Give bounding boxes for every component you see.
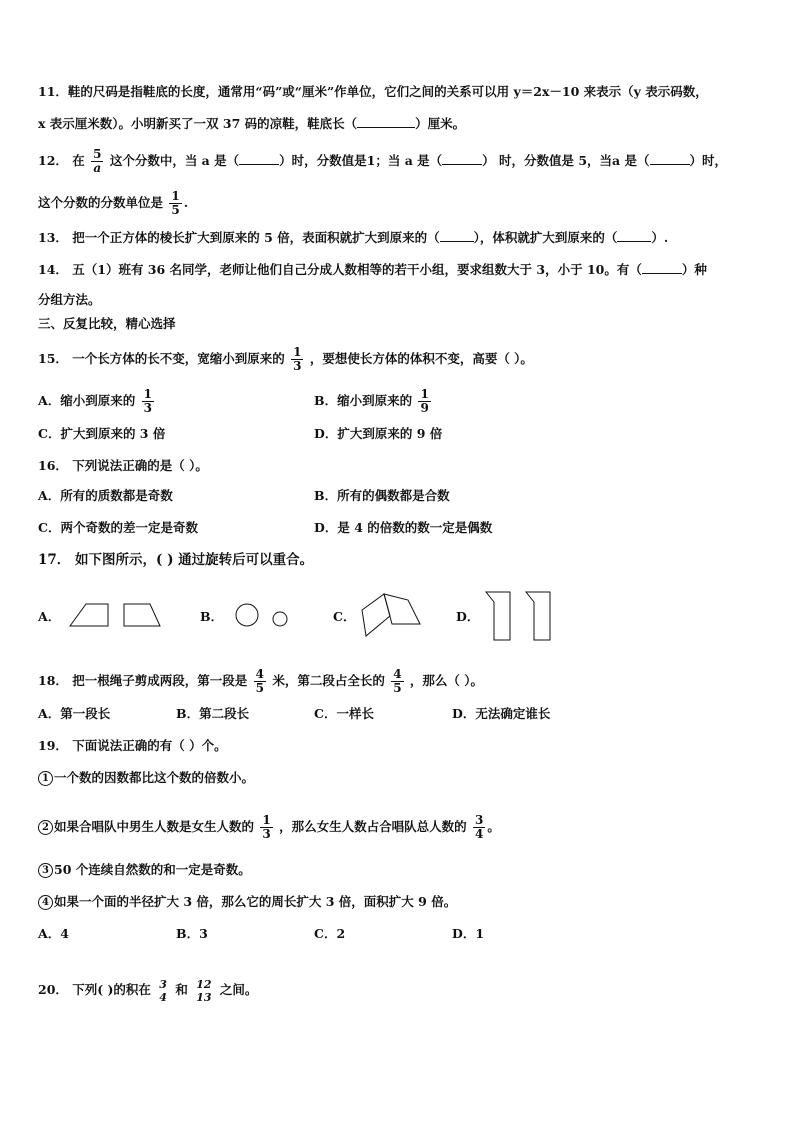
q19-option-d[interactable]: D．1 xyxy=(452,926,485,941)
q17-option-b[interactable]: B． xyxy=(200,609,224,624)
q12-line2: 这个分数的分数单位是 $\frac{1}{5}$ . xyxy=(38,189,189,217)
circled-number-3: 3 xyxy=(38,863,53,878)
q15-option-c[interactable]: C．扩大到原来的 3 倍 xyxy=(38,426,166,441)
q17-a-trapezoids xyxy=(66,600,166,630)
q15-option-d[interactable]: D．扩大到原来的 9 倍 xyxy=(314,426,443,441)
q18-option-a[interactable]: A．第一段长 xyxy=(38,706,111,721)
q16-option-a[interactable]: A．所有的质数都是奇数 xyxy=(38,488,173,503)
q16-option-c[interactable]: C．两个奇数的差一定是奇数 xyxy=(38,520,198,535)
q17-option-c[interactable]: C． xyxy=(333,609,356,624)
q17-option-d[interactable]: D． xyxy=(456,609,480,624)
q17-option-a[interactable]: A． xyxy=(38,609,61,624)
q18-stem: 18． 把一根绳子剪成两段，第一段是 $\frac{4}{5}$ 米，第二段占全长的 $\frac{4}{5}$ ，那么（ ）。 xyxy=(38,667,484,695)
q19-statement-1: 1 一个数的因数都比这个数的倍数小。 xyxy=(38,768,254,788)
q15-fraction: $\frac{1}{3}$ xyxy=(293,345,302,373)
q18-option-d[interactable]: D．无法确定谁长 xyxy=(452,706,551,721)
q19-stem: 19． 下面说法正确的有（ ）个。 xyxy=(38,738,227,753)
q15-stem: 15． 一个长方体的长不变，宽缩小到原来的 $\frac{1}{3}$ ，要想使长方体的体积不变，高要（ ）。 xyxy=(38,345,533,373)
q11-line2: x 表示厘米数）。小明新买了一双 37 码的凉鞋，鞋底长（ ）厘米。 xyxy=(38,116,466,131)
q14-line2: 分组方法。 xyxy=(38,292,101,307)
q15-option-a[interactable]: A．缩小到原来的 $\frac{1}{3}$ xyxy=(38,387,152,415)
q13-blank-1[interactable] xyxy=(440,241,474,242)
q15-option-b[interactable]: B．缩小到原来的 $\frac{1}{9}$ xyxy=(314,387,429,415)
q16-option-b[interactable]: B．所有的偶数都是合数 xyxy=(314,488,450,503)
section-heading: 三、反复比较，精心选择 xyxy=(38,316,176,331)
q18-option-c[interactable]: C．一样长 xyxy=(314,706,374,721)
q19-statement-3: 3 50 个连续自然数的和一定是奇数。 xyxy=(38,860,251,880)
q19-option-a[interactable]: A．4 xyxy=(38,926,69,941)
q17-c-quadrilaterals xyxy=(358,590,424,642)
q17-d-shapes xyxy=(480,588,556,646)
q16-stem: 16． 下列说法正确的是（ ）。 xyxy=(38,458,208,473)
q19-option-c[interactable]: C．2 xyxy=(314,926,346,941)
q20-stem: 20． 下列( )的积在 3 4 和 12 13 之间。 xyxy=(38,978,258,1004)
q12-blank-1[interactable] xyxy=(239,164,279,165)
q11-answer-blank[interactable] xyxy=(357,127,415,128)
q16-option-d[interactable]: D．是 4 的倍数的数一定是偶数 xyxy=(314,520,493,535)
q14-line1: 14． 五（1）班有 36 名同学，老师让他们自己分成人数相等的若干小组，要求组数大于 3，小于 10。有（ ）种 xyxy=(38,262,707,277)
circled-number-4: 4 xyxy=(38,895,53,910)
q11-line1: 11．鞋的尺码是指鞋底的长度，通常用“码”或“厘米”作单位，它们之间的关系可以用 y＝2x－10 来表示（y 表示码数， xyxy=(38,84,708,99)
q12-blank-2[interactable] xyxy=(442,164,482,165)
q17-stem: 17． 如下图所示，( ) 通过旋转后可以重合。 xyxy=(38,552,314,568)
circled-number-2: 2 xyxy=(38,820,53,835)
q18-option-b[interactable]: B．第二段长 xyxy=(176,706,250,721)
q19-option-b[interactable]: B．3 xyxy=(176,926,208,941)
q19-statement-2: 2 如果合唱队中男生人数是女生人数的 $\frac{1}{3}$ ，那么女生人数占合唱队总人数的 $\frac{3}{4}$ 。 xyxy=(38,814,500,841)
q13-line: 13． 把一个正方体的棱长扩大到原来的 5 倍，表面积就扩大到原来的（ ），体积就扩大到原来的（ ）. xyxy=(38,230,669,245)
circled-number-1: 1 xyxy=(38,771,53,786)
q12-blank-3[interactable] xyxy=(650,164,690,165)
q14-blank[interactable] xyxy=(642,273,682,274)
q17-b-circles xyxy=(232,600,292,630)
q12-unit-fraction: $\frac{1}{5}$ xyxy=(171,189,180,217)
q12-fraction: $\frac{5}{a}$ xyxy=(93,147,102,175)
q19-statement-4: 4 如果一个面的半径扩大 3 倍，那么它的周长扩大 3 倍，面积扩大 9 倍。 xyxy=(38,892,456,912)
q13-blank-2[interactable] xyxy=(617,241,651,242)
q12-line1: 12． 在 $\frac{5}{a}$ 这个分数中，当 a 是（ ）时，分数值是1；当 a 是（ ） 时，分数值是 5，当a 是（ ）时， xyxy=(38,147,728,175)
